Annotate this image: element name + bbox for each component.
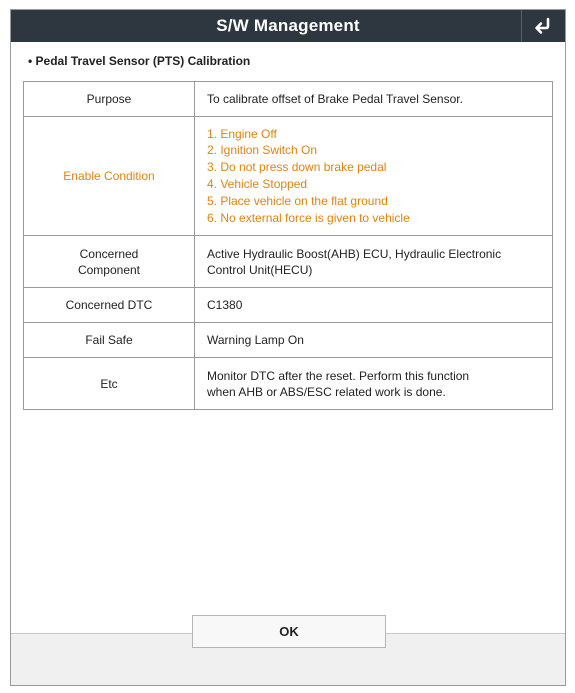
label-line: Component	[77, 262, 141, 277]
ok-button[interactable]: OK	[192, 615, 386, 648]
table-row	[24, 82, 553, 117]
table-row	[24, 117, 553, 236]
table-row	[24, 323, 553, 358]
row-label-concerned-dtc: Concerned DTC	[24, 288, 195, 323]
row-value-concerned-dtc: C1380	[195, 288, 553, 323]
sw-management-dialog	[10, 9, 566, 686]
value-line: when AHB or ABS/ESC related work is done.	[207, 384, 446, 399]
title-bar	[11, 10, 565, 42]
row-label-concerned-component	[24, 236, 195, 288]
value-line: Active Hydraulic Boost(AHB) ECU, Hydraulic Electronic	[207, 246, 502, 261]
row-label-fail-safe: Fail Safe	[24, 323, 195, 358]
enable-condition-list	[195, 117, 553, 236]
value-line: Control Unit(HECU)	[207, 262, 313, 277]
table-row	[24, 288, 553, 323]
condition-item: 4. Vehicle Stopped	[207, 177, 308, 191]
label-line: Concerned	[79, 246, 139, 261]
value-line: Monitor DTC after the reset. Perform this function	[207, 368, 470, 383]
section-title: • Pedal Travel Sensor (PTS) Calibration	[28, 54, 251, 68]
row-value-fail-safe: Warning Lamp On	[195, 323, 553, 358]
row-value-concerned-component	[195, 236, 553, 288]
return-arrow-icon	[533, 17, 553, 35]
row-value-purpose: To calibrate offset of Brake Pedal Travel Sensor.	[195, 82, 553, 117]
row-label-enable-condition: Enable Condition	[24, 117, 195, 236]
condition-item: 1. Engine Off	[207, 126, 277, 141]
condition-item: 3. Do not press down brake pedal	[207, 160, 387, 175]
condition-item: 2. Ignition Switch On	[207, 143, 318, 158]
table-row	[24, 358, 553, 410]
row-label-purpose: Purpose	[24, 82, 195, 117]
window-title: S/W Management	[216, 16, 360, 35]
row-label-etc: Etc	[24, 358, 195, 410]
table-row	[24, 236, 553, 288]
condition-item: 5. Place vehicle on the flat ground	[207, 193, 388, 208]
condition-item: 6. No external force is given to vehicle	[207, 210, 410, 225]
calibration-info-table	[23, 81, 553, 410]
back-button[interactable]	[521, 10, 565, 42]
row-value-etc	[195, 358, 553, 410]
